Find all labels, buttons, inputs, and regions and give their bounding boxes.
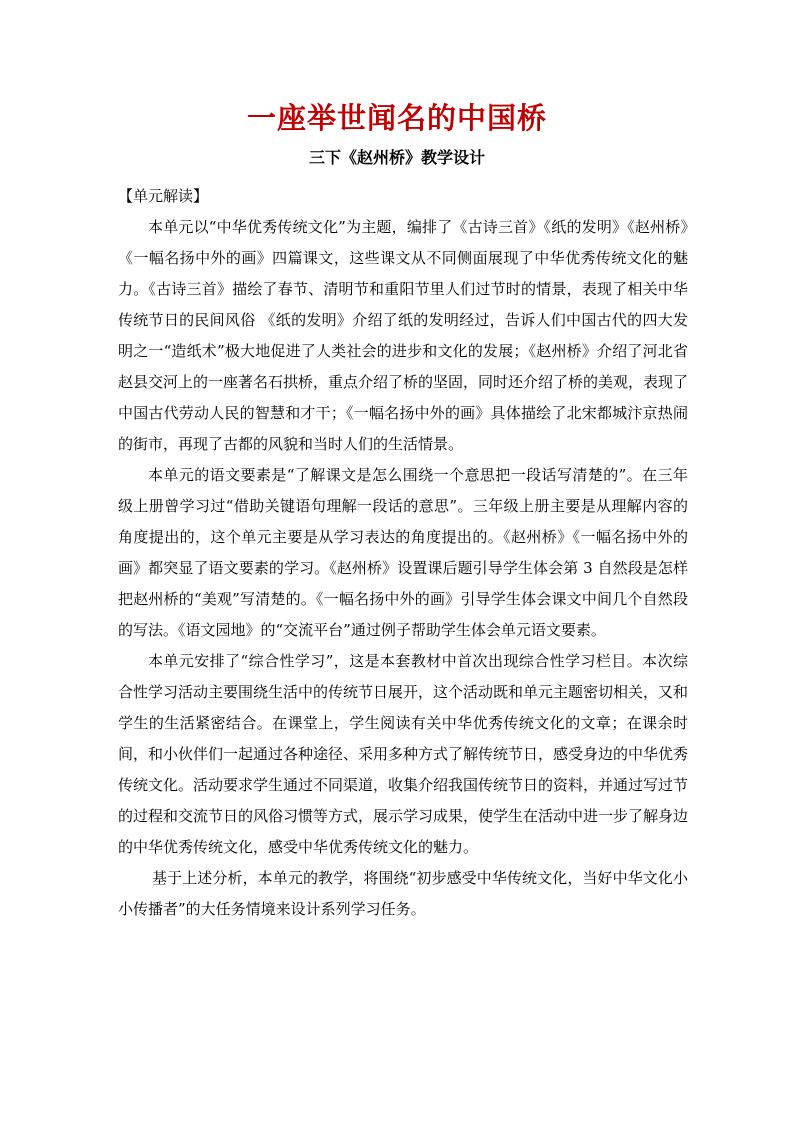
document-title: 一座举世闻名的中国桥	[246, 101, 547, 135]
section-heading: 【单元解读】	[118, 187, 209, 205]
paragraph-language-elements: 本单元的语文要素是“了解课文是怎么围绕一个意思把一段话写清楚的”。在三年级上册曾学习过“借助关键语句理解一段话的意思”。三年级上册主要是从理解内容的角度提出的，这个单元主要是从学习表达的角度提出的。《赵州桥》《一幅名扬中外的画》都突显了语文要素的学习。《赵州桥》设置课后题引导学生体会第 3 自然段是怎样把赵州桥的“美观”写清楚的。《一幅名扬中外的画》引导学生体会课文中间几个自然段的写法。《语文园地》的“交流平台”通过例子帮助学生体会单元语文要素。	[118, 466, 688, 639]
document-subtitle: 三下《赵州桥》教学设计	[308, 148, 485, 167]
paragraph-unit-theme: 本单元以“中华优秀传统文化”为主题，编排了《古诗三首》《纸的发明》《赵州桥》《一幅名扬中外的画》四篇课文，这些课文从不同侧面展现了中华优秀传统文化的魅力。《古诗三首》描绘了春节、清明节和重阳节里人们过节时的情景，表现了相关中华传统节日的民间风俗 《纸的发明》介绍了纸的发明经过，告诉人们中国古代的四大发明之一“造纸术”极大地促进了人类社会的进步和文化的发展；《赵州桥》介绍了河北省赵县交河上的一座著名石拱桥，重点介绍了桥的坚固，同时还介绍了桥的美观，表现了中国古代劳动人民的智慧和才干；《一幅名扬中外的画》具体描绘了北宋都城汴京热闹的街市，再现了古都的风貌和当时人们的生活情景。	[118, 218, 689, 453]
paragraph-conclusion: 基于上述分析，本单元的教学，将围绕“初步感受中华传统文化，当好中华文化小小传播者”的大任务情境来设计系列学习任务。	[118, 869, 688, 918]
paragraph-comprehensive-learning: 本单元安排了“综合性学习”，这是本套教材中首次出现综合性学习栏目。本次综合性学习活动主要围绕生活中的传统节日展开，这个活动既和单元主题密切相关，又和学生的生活紧密结合。在课堂上，学生阅读有关中华优秀传统文化的文章；在课余时间，和小伙伴们一起通过各种途径、采用多种方式了解传统节日，感受身边的中华优秀传统文化。活动要求学生通过不同渠道，收集介绍我国传统节日的资料，并通过写过节的过程和交流节日的风俗习惯等方式，展示学习成果，使学生在活动中进一步了解身边的中华优秀传统文化，感受中华优秀传统文化的魅力。	[118, 652, 689, 856]
document-body	[118, 181, 688, 925]
